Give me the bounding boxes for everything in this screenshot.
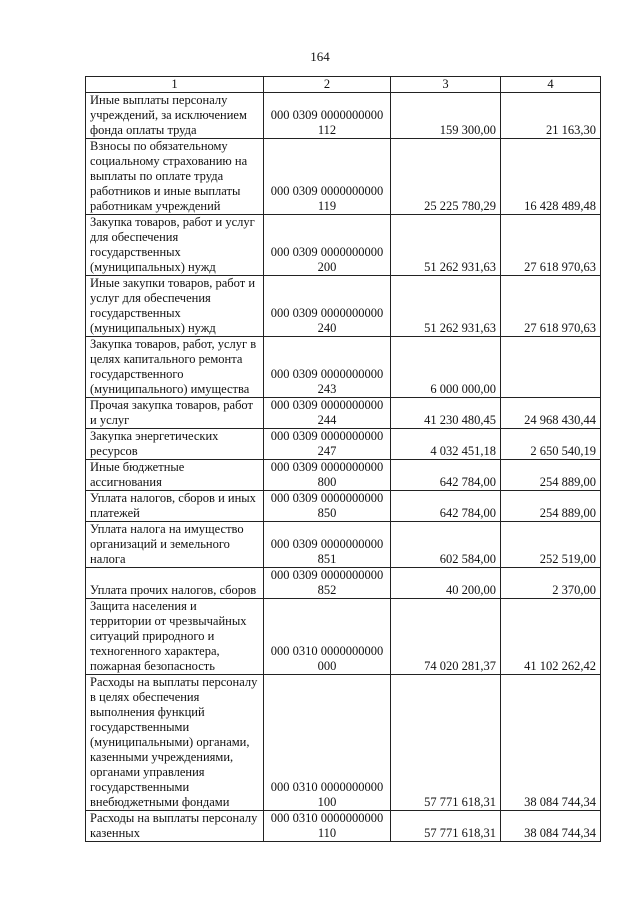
- row-name: Защита населения и территории от чрезвычайных ситуаций природного и техногенного характера, пожарная безопасность: [86, 599, 264, 675]
- row-amount-executed: 27 618 970,63: [501, 215, 601, 276]
- row-amount-executed: 2 650 540,19: [501, 429, 601, 460]
- table-row: [86, 215, 601, 276]
- table-row: [86, 675, 601, 811]
- row-code: 000 0309 0000000000 240: [264, 276, 391, 337]
- row-name: Взносы по обязательному социальному страхованию на выплаты по оплате труда работников и иные выплаты работникам учреждений: [86, 139, 264, 215]
- row-amount-executed: [501, 337, 601, 398]
- row-amount-plan: 41 230 480,45: [391, 398, 501, 429]
- header-col-4: 4: [501, 77, 601, 93]
- row-code: 000 0309 0000000000 200: [264, 215, 391, 276]
- row-name: Иные закупки товаров, работ и услуг для обеспечения государственных (муниципальных) нужд: [86, 276, 264, 337]
- table-row: [86, 522, 601, 568]
- row-name: Уплата налога на имущество организаций и земельного налога: [86, 522, 264, 568]
- header-col-3: 3: [391, 77, 501, 93]
- row-amount-plan: 6 000 000,00: [391, 337, 501, 398]
- row-amount-executed: 27 618 970,63: [501, 276, 601, 337]
- row-name: Расходы на выплаты персоналу в целях обеспечения выполнения функций государственными (муниципальными) органами, казенными учреждениями, органами управления государственными внебюджетными фондами: [86, 675, 264, 811]
- row-name: Иные выплаты персоналу учреждений, за исключением фонда оплаты труда: [86, 93, 264, 139]
- row-amount-plan: 57 771 618,31: [391, 675, 501, 811]
- row-name: Закупка товаров, работ, услуг в целях капитального ремонта государственного (муниципального) имущества: [86, 337, 264, 398]
- row-amount-executed: 2 370,00: [501, 568, 601, 599]
- row-amount-executed: 16 428 489,48: [501, 139, 601, 215]
- row-amount-executed: 41 102 262,42: [501, 599, 601, 675]
- row-code: 000 0310 0000000000 110: [264, 811, 391, 842]
- row-amount-executed: 38 084 744,34: [501, 811, 601, 842]
- row-name: Расходы на выплаты персоналу казенных: [86, 811, 264, 842]
- table-row: [86, 139, 601, 215]
- row-code: 000 0309 0000000000 244: [264, 398, 391, 429]
- row-amount-executed: 21 163,30: [501, 93, 601, 139]
- row-name: Прочая закупка товаров, работ и услуг: [86, 398, 264, 429]
- row-amount-plan: 57 771 618,31: [391, 811, 501, 842]
- table-row: [86, 599, 601, 675]
- row-code: 000 0309 0000000000 852: [264, 568, 391, 599]
- row-amount-plan: 159 300,00: [391, 93, 501, 139]
- row-code: 000 0309 0000000000 247: [264, 429, 391, 460]
- row-name: Уплата налогов, сборов и иных платежей: [86, 491, 264, 522]
- row-amount-plan: 51 262 931,63: [391, 276, 501, 337]
- table-row: [86, 429, 601, 460]
- row-code: 000 0309 0000000000 800: [264, 460, 391, 491]
- row-amount-plan: 642 784,00: [391, 491, 501, 522]
- row-amount-plan: 642 784,00: [391, 460, 501, 491]
- row-amount-plan: 51 262 931,63: [391, 215, 501, 276]
- row-code: 000 0309 0000000000 850: [264, 491, 391, 522]
- row-amount-executed: 254 889,00: [501, 460, 601, 491]
- table-row: [86, 337, 601, 398]
- row-name: Уплата прочих налогов, сборов: [86, 568, 264, 599]
- table-row: [86, 811, 601, 842]
- header-col-1: 1: [86, 77, 264, 93]
- row-amount-executed: 254 889,00: [501, 491, 601, 522]
- table-row: [86, 93, 601, 139]
- row-amount-executed: 24 968 430,44: [501, 398, 601, 429]
- table-row: [86, 398, 601, 429]
- budget-table: [85, 76, 601, 842]
- row-code: 000 0309 0000000000 243: [264, 337, 391, 398]
- header-row: [86, 77, 601, 93]
- row-amount-plan: 4 032 451,18: [391, 429, 501, 460]
- page-number: 164: [310, 49, 330, 64]
- row-code: 000 0309 0000000000 119: [264, 139, 391, 215]
- table-row: [86, 276, 601, 337]
- table-row: [86, 491, 601, 522]
- row-amount-plan: 25 225 780,29: [391, 139, 501, 215]
- row-name: Закупка энергетических ресурсов: [86, 429, 264, 460]
- row-amount-executed: 38 084 744,34: [501, 675, 601, 811]
- row-code: 000 0309 0000000000 851: [264, 522, 391, 568]
- row-amount-plan: 74 020 281,37: [391, 599, 501, 675]
- row-name: Иные бюджетные ассигнования: [86, 460, 264, 491]
- row-name: Закупка товаров, работ и услуг для обеспечения государственных (муниципальных) нужд: [86, 215, 264, 276]
- row-amount-plan: 40 200,00: [391, 568, 501, 599]
- table-row: [86, 460, 601, 491]
- row-code: 000 0310 0000000000 100: [264, 675, 391, 811]
- header-col-2: 2: [264, 77, 391, 93]
- row-code: 000 0310 0000000000 000: [264, 599, 391, 675]
- row-code: 000 0309 0000000000 112: [264, 93, 391, 139]
- row-amount-executed: 252 519,00: [501, 522, 601, 568]
- row-amount-plan: 602 584,00: [391, 522, 501, 568]
- table-row: [86, 568, 601, 599]
